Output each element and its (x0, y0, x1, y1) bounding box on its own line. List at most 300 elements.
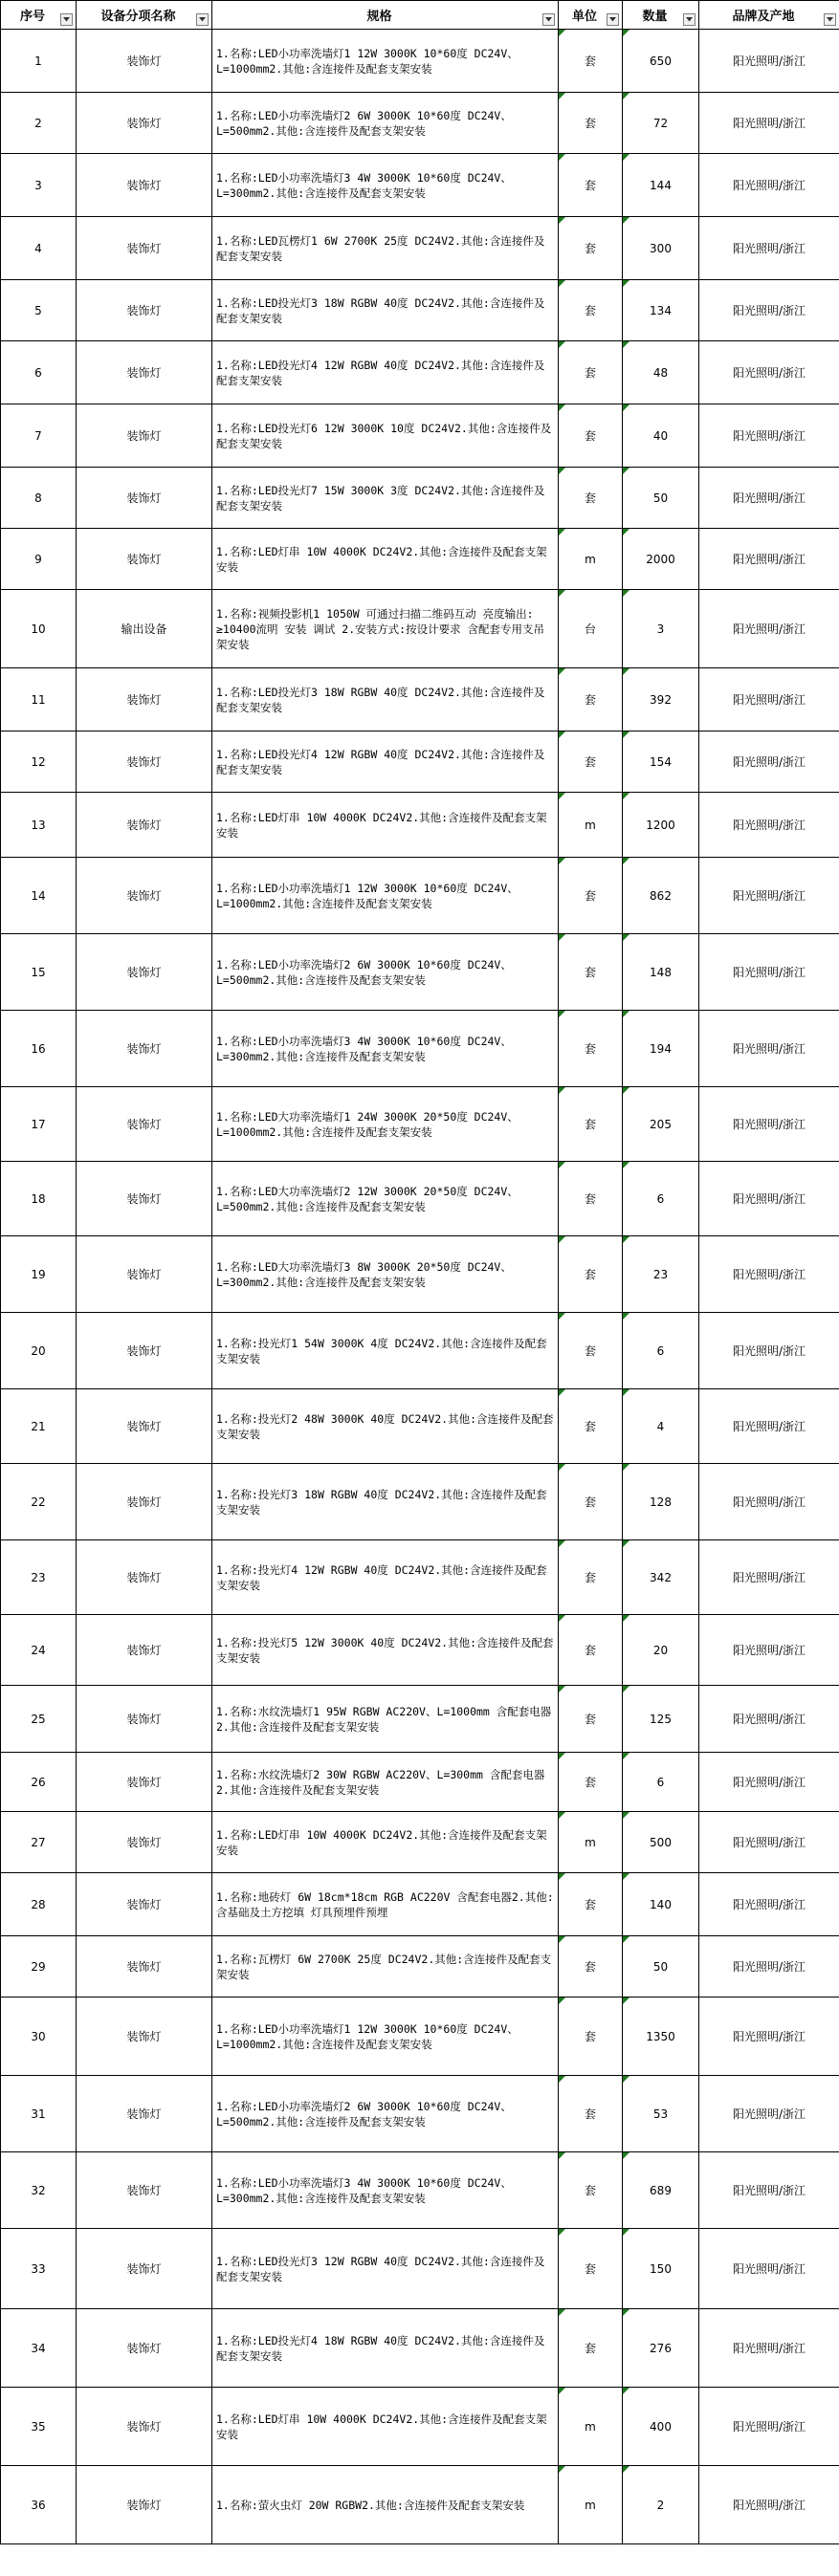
cell-seq[interactable]: 5 (1, 280, 77, 341)
cell-seq[interactable]: 35 (1, 2388, 77, 2466)
table-row (1, 1686, 839, 1753)
cell-name[interactable]: 装饰灯 (77, 1087, 212, 1162)
error-indicator-icon (623, 2466, 629, 2473)
cell-name[interactable]: 装饰灯 (77, 731, 212, 793)
filter-dropdown-icon[interactable] (60, 13, 73, 26)
cell-name[interactable]: 装饰灯 (77, 1313, 212, 1389)
cell-brand[interactable]: 阳光照明/浙江 (699, 1389, 839, 1464)
cell-unit[interactable]: 套 (559, 341, 623, 404)
cell-seq[interactable]: 19 (1, 1236, 77, 1313)
cell-spec[interactable]: 1.名称:LED大功率洗墙灯3 8W 3000K 20*50度 DC24V、L=300mm2.其他:含连接件及配套支架安装 (212, 1236, 559, 1313)
error-indicator-icon (559, 341, 565, 348)
header-seq (1, 1, 77, 30)
cell-qty[interactable]: 72 (623, 93, 699, 154)
cell-seq[interactable]: 29 (1, 1936, 77, 1997)
table-row (1, 468, 839, 529)
cell-name[interactable]: 装饰灯 (77, 280, 212, 341)
cell-qty[interactable]: 194 (623, 1011, 699, 1087)
cell-name[interactable]: 装饰灯 (77, 2076, 212, 2152)
cell-brand[interactable]: 阳光照明/浙江 (699, 529, 839, 590)
cell-seq[interactable]: 31 (1, 2076, 77, 2152)
cell-qty[interactable]: 862 (623, 858, 699, 934)
cell-name[interactable]: 装饰灯 (77, 1540, 212, 1615)
cell-seq[interactable]: 8 (1, 468, 77, 529)
cell-spec[interactable]: 1.名称:LED小功率洗墙灯1 12W 3000K 10*60度 DC24V、L=1000mm2.其他:含连接件及配套支架安装 (212, 858, 559, 934)
cell-name[interactable]: 装饰灯 (77, 1389, 212, 1464)
error-indicator-icon (623, 280, 629, 287)
cell-brand[interactable]: 阳光照明/浙江 (699, 341, 839, 404)
cell-seq[interactable]: 16 (1, 1011, 77, 1087)
cell-unit[interactable]: 套 (559, 30, 623, 93)
cell-seq[interactable]: 2 (1, 93, 77, 154)
cell-spec[interactable]: 1.名称:水纹洗墙灯1 95W RGBW AC220V、L=1000mm 含配套电器2.其他:含连接件及配套支架安装 (212, 1686, 559, 1753)
cell-qty[interactable]: 2000 (623, 529, 699, 590)
cell-spec[interactable]: 1.名称:LED小功率洗墙灯3 4W 3000K 10*60度 DC24V、L=300mm2.其他:含连接件及配套支架安装 (212, 1011, 559, 1087)
table-row (1, 668, 839, 731)
cell-unit[interactable]: 套 (559, 1011, 623, 1087)
cell-qty[interactable]: 6 (623, 1753, 699, 1812)
cell-seq[interactable]: 33 (1, 2229, 77, 2309)
cell-spec[interactable]: 1.名称:视频投影机1 1050W 可通过扫描二维码互动 亮度输出: ≥10400流明 安装 调试 2.安装方式:按设计要求 含配套专用支吊架安装 (212, 590, 559, 668)
cell-qty[interactable]: 154 (623, 731, 699, 793)
cell-name[interactable]: 输出设备 (77, 590, 212, 668)
table-row (1, 858, 839, 934)
cell-qty[interactable]: 1200 (623, 793, 699, 858)
cell-seq[interactable]: 7 (1, 404, 77, 468)
cell-unit[interactable]: 套 (559, 1686, 623, 1753)
cell-name[interactable]: 装饰灯 (77, 404, 212, 468)
cell-spec[interactable]: 1.名称:投光灯2 48W 3000K 40度 DC24V2.其他:含连接件及配套支架安装 (212, 1389, 559, 1464)
cell-qty[interactable]: 134 (623, 280, 699, 341)
error-indicator-icon (559, 1540, 565, 1547)
cell-seq[interactable]: 23 (1, 1540, 77, 1615)
error-indicator-icon (559, 217, 565, 224)
cell-unit[interactable]: 套 (559, 1087, 623, 1162)
cell-name[interactable]: 装饰灯 (77, 793, 212, 858)
cell-spec[interactable]: 1.名称:萤火虫灯 20W RGBW2.其他:含连接件及配套支架安装 (212, 2466, 559, 2544)
error-indicator-icon (623, 793, 629, 799)
cell-seq[interactable]: 36 (1, 2466, 77, 2544)
cell-qty[interactable]: 300 (623, 217, 699, 280)
cell-unit[interactable]: 套 (559, 404, 623, 468)
cell-spec[interactable]: 1.名称:LED小功率洗墙灯2 6W 3000K 10*60度 DC24V、L=500mm2.其他:含连接件及配套支架安装 (212, 93, 559, 154)
cell-qty[interactable]: 342 (623, 1540, 699, 1615)
cell-brand[interactable]: 阳光照明/浙江 (699, 1753, 839, 1812)
error-indicator-icon (623, 1313, 629, 1320)
cell-qty[interactable]: 148 (623, 934, 699, 1011)
cell-unit[interactable]: 套 (559, 668, 623, 731)
error-indicator-icon (623, 1162, 629, 1168)
cell-unit[interactable]: m (559, 529, 623, 590)
cell-name[interactable]: 装饰灯 (77, 1753, 212, 1812)
cell-name[interactable]: 装饰灯 (77, 1615, 212, 1686)
cell-brand[interactable]: 阳光照明/浙江 (699, 30, 839, 93)
error-indicator-icon (623, 2152, 629, 2159)
cell-brand[interactable]: 阳光照明/浙江 (699, 1162, 839, 1236)
error-indicator-icon (623, 93, 629, 99)
cell-name[interactable]: 装饰灯 (77, 1162, 212, 1236)
error-indicator-icon (559, 93, 565, 99)
error-indicator-icon (623, 1686, 629, 1692)
cell-seq[interactable]: 1 (1, 30, 77, 93)
table-row (1, 2309, 839, 2388)
error-indicator-icon (559, 858, 565, 864)
cell-qty[interactable]: 6 (623, 1162, 699, 1236)
error-indicator-icon (623, 1753, 629, 1759)
cell-unit[interactable]: 套 (559, 1464, 623, 1540)
cell-name[interactable]: 装饰灯 (77, 2466, 212, 2544)
cell-unit[interactable]: 套 (559, 1313, 623, 1389)
cell-qty[interactable]: 205 (623, 1087, 699, 1162)
cell-unit[interactable]: 套 (559, 2309, 623, 2388)
cell-unit[interactable]: 套 (559, 93, 623, 154)
error-indicator-icon (559, 2309, 565, 2316)
cell-unit[interactable]: 套 (559, 858, 623, 934)
cell-seq[interactable]: 11 (1, 668, 77, 731)
cell-qty[interactable]: 3 (623, 590, 699, 668)
cell-spec[interactable]: 1.名称:投光灯3 18W RGBW 40度 DC24V2.其他:含连接件及配套支架安装 (212, 1464, 559, 1540)
cell-spec[interactable]: 1.名称:LED投光灯3 18W RGBW 40度 DC24V2.其他:含连接件及配套支架安装 (212, 668, 559, 731)
table-row (1, 590, 839, 668)
header-name-label: 设备分项名称 (100, 10, 176, 24)
cell-spec[interactable]: 1.名称:LED灯串 10W 4000K DC24V2.其他:含连接件及配套支架安装 (212, 793, 559, 858)
cell-brand[interactable]: 阳光照明/浙江 (699, 2229, 839, 2309)
cell-name[interactable]: 装饰灯 (77, 1812, 212, 1873)
cell-qty[interactable]: 150 (623, 2229, 699, 2309)
cell-name[interactable]: 装饰灯 (77, 1997, 212, 2076)
cell-unit[interactable]: 套 (559, 2076, 623, 2152)
filter-dropdown-icon[interactable] (683, 13, 695, 26)
cell-unit[interactable]: 套 (559, 217, 623, 280)
cell-name[interactable]: 装饰灯 (77, 1686, 212, 1753)
cell-brand[interactable]: 阳光照明/浙江 (699, 404, 839, 468)
cell-seq[interactable]: 15 (1, 934, 77, 1011)
cell-qty[interactable]: 276 (623, 2309, 699, 2388)
cell-seq[interactable]: 27 (1, 1812, 77, 1873)
cell-unit[interactable]: 套 (559, 1936, 623, 1997)
cell-seq[interactable]: 21 (1, 1389, 77, 1464)
cell-brand[interactable]: 阳光照明/浙江 (699, 668, 839, 731)
error-indicator-icon (559, 934, 565, 941)
cell-name[interactable]: 装饰灯 (77, 1464, 212, 1540)
cell-brand[interactable]: 阳光照明/浙江 (699, 1011, 839, 1087)
header-unit-label: 单位 (571, 10, 597, 24)
cell-unit[interactable]: 套 (559, 2229, 623, 2309)
cell-qty[interactable]: 48 (623, 341, 699, 404)
cell-brand[interactable]: 阳光照明/浙江 (699, 2466, 839, 2544)
cell-qty[interactable]: 53 (623, 2076, 699, 2152)
cell-name[interactable]: 装饰灯 (77, 858, 212, 934)
table-row (1, 1236, 839, 1313)
cell-seq[interactable]: 12 (1, 731, 77, 793)
error-indicator-icon (623, 1464, 629, 1471)
cell-unit[interactable]: 套 (559, 1873, 623, 1936)
cell-unit[interactable]: 套 (559, 731, 623, 793)
cell-qty[interactable]: 20 (623, 1615, 699, 1686)
filter-dropdown-icon[interactable] (196, 13, 209, 26)
error-indicator-icon (559, 1936, 565, 1943)
error-indicator-icon (559, 1313, 565, 1320)
error-indicator-icon (623, 858, 629, 864)
cell-name[interactable]: 装饰灯 (77, 934, 212, 1011)
cell-brand[interactable]: 阳光照明/浙江 (699, 217, 839, 280)
error-indicator-icon (623, 1011, 629, 1017)
cell-brand[interactable]: 阳光照明/浙江 (699, 1812, 839, 1873)
cell-qty[interactable]: 400 (623, 2388, 699, 2466)
cell-name[interactable]: 装饰灯 (77, 341, 212, 404)
cell-seq[interactable]: 32 (1, 2152, 77, 2229)
cell-unit[interactable]: 套 (559, 468, 623, 529)
cell-seq[interactable]: 34 (1, 2309, 77, 2388)
cell-brand[interactable]: 阳光照明/浙江 (699, 793, 839, 858)
cell-unit[interactable]: 套 (559, 1236, 623, 1313)
cell-spec[interactable]: 1.名称:瓦楞灯 6W 2700K 25度 DC24V2.其他:含连接件及配套支架安装 (212, 1936, 559, 1997)
cell-unit[interactable]: m (559, 793, 623, 858)
table-row (1, 341, 839, 404)
table-row (1, 2152, 839, 2229)
cell-spec[interactable]: 1.名称:投光灯1 54W 3000K 4度 DC24V2.其他:含连接件及配套支架安装 (212, 1313, 559, 1389)
cell-seq[interactable]: 26 (1, 1753, 77, 1812)
cell-seq[interactable]: 24 (1, 1615, 77, 1686)
error-indicator-icon (559, 2388, 565, 2394)
cell-qty[interactable]: 2 (623, 2466, 699, 2544)
cell-qty[interactable]: 392 (623, 668, 699, 731)
table-row (1, 1812, 839, 1873)
cell-brand[interactable]: 阳光照明/浙江 (699, 934, 839, 1011)
cell-spec[interactable]: 1.名称:LED投光灯4 18W RGBW 40度 DC24V2.其他:含连接件及配套支架安装 (212, 2309, 559, 2388)
cell-spec[interactable]: 1.名称:LED大功率洗墙灯1 24W 3000K 20*50度 DC24V、L=1000mm2.其他:含连接件及配套支架安装 (212, 1087, 559, 1162)
cell-qty[interactable]: 144 (623, 154, 699, 217)
cell-brand[interactable]: 阳光照明/浙江 (699, 2152, 839, 2229)
cell-spec[interactable]: 1.名称:投光灯4 12W RGBW 40度 DC24V2.其他:含连接件及配套支架安装 (212, 1540, 559, 1615)
cell-name[interactable]: 装饰灯 (77, 1873, 212, 1936)
cell-seq[interactable]: 17 (1, 1087, 77, 1162)
filter-dropdown-icon[interactable] (542, 13, 555, 26)
table-row (1, 2229, 839, 2309)
cell-qty[interactable]: 500 (623, 1812, 699, 1873)
table-row (1, 793, 839, 858)
cell-qty[interactable]: 50 (623, 1936, 699, 1997)
table-row (1, 30, 839, 93)
cell-name[interactable]: 装饰灯 (77, 1236, 212, 1313)
cell-spec[interactable]: 1.名称:LED投光灯3 18W RGBW 40度 DC24V2.其他:含连接件及配套支架安装 (212, 280, 559, 341)
cell-unit[interactable]: 套 (559, 934, 623, 1011)
cell-unit[interactable]: 套 (559, 1997, 623, 2076)
cell-spec[interactable]: 1.名称:LED小功率洗墙灯2 6W 3000K 10*60度 DC24V、L=500mm2.其他:含连接件及配套支架安装 (212, 934, 559, 1011)
cell-seq[interactable]: 13 (1, 793, 77, 858)
cell-spec[interactable]: 1.名称:LED小功率洗墙灯3 4W 3000K 10*60度 DC24V、L=300mm2.其他:含连接件及配套支架安装 (212, 154, 559, 217)
header-spec (212, 1, 559, 30)
cell-spec[interactable]: 1.名称:LED瓦楞灯1 6W 2700K 25度 DC24V2.其他:含连接件及配套支架安装 (212, 217, 559, 280)
table-row (1, 1162, 839, 1236)
header-name (77, 1, 212, 30)
cell-brand[interactable]: 阳光照明/浙江 (699, 2388, 839, 2466)
cell-brand[interactable]: 阳光照明/浙江 (699, 1087, 839, 1162)
cell-unit[interactable]: m (559, 2466, 623, 2544)
header-brand-label: 品牌及产地 (732, 10, 795, 24)
cell-unit[interactable]: m (559, 2388, 623, 2466)
table-row (1, 1011, 839, 1087)
error-indicator-icon (623, 2388, 629, 2394)
cell-unit[interactable]: 套 (559, 1615, 623, 1686)
error-indicator-icon (559, 154, 565, 161)
error-indicator-icon (559, 2466, 565, 2473)
cell-unit[interactable]: 套 (559, 1162, 623, 1236)
cell-spec[interactable]: 1.名称:投光灯5 12W 3000K 40度 DC24V2.其他:含连接件及配套支架安装 (212, 1615, 559, 1686)
cell-seq[interactable]: 14 (1, 858, 77, 934)
error-indicator-icon (623, 731, 629, 738)
cell-name[interactable]: 装饰灯 (77, 30, 212, 93)
error-indicator-icon (559, 1162, 565, 1168)
table-row (1, 1936, 839, 1997)
filter-dropdown-icon[interactable] (824, 13, 836, 26)
error-indicator-icon (559, 1812, 565, 1819)
cell-brand[interactable]: 阳光照明/浙江 (699, 468, 839, 529)
cell-qty[interactable]: 4 (623, 1389, 699, 1464)
error-indicator-icon (559, 668, 565, 675)
error-indicator-icon (559, 1997, 565, 2004)
cell-seq[interactable]: 6 (1, 341, 77, 404)
cell-name[interactable]: 装饰灯 (77, 2229, 212, 2309)
cell-spec[interactable]: 1.名称:LED小功率洗墙灯2 6W 3000K 10*60度 DC24V、L=500mm2.其他:含连接件及配套支架安装 (212, 2076, 559, 2152)
cell-qty[interactable]: 125 (623, 1686, 699, 1753)
cell-qty[interactable]: 1350 (623, 1997, 699, 2076)
cell-qty[interactable]: 23 (623, 1236, 699, 1313)
error-indicator-icon (559, 1464, 565, 1471)
cell-brand[interactable]: 阳光照明/浙江 (699, 590, 839, 668)
cell-seq[interactable]: 18 (1, 1162, 77, 1236)
cell-brand[interactable]: 阳光照明/浙江 (699, 2309, 839, 2388)
table-row (1, 934, 839, 1011)
cell-seq[interactable]: 10 (1, 590, 77, 668)
cell-qty[interactable]: 40 (623, 404, 699, 468)
cell-name[interactable]: 装饰灯 (77, 2388, 212, 2466)
cell-unit[interactable]: 套 (559, 1753, 623, 1812)
table-row (1, 2466, 839, 2544)
table-row (1, 1997, 839, 2076)
table-row (1, 154, 839, 217)
cell-spec[interactable]: 1.名称:LED灯串 10W 4000K DC24V2.其他:含连接件及配套支架安装 (212, 1812, 559, 1873)
cell-brand[interactable]: 阳光照明/浙江 (699, 1873, 839, 1936)
cell-name[interactable]: 装饰灯 (77, 2152, 212, 2229)
cell-spec[interactable]: 1.名称:LED投光灯6 12W 3000K 10度 DC24V2.其他:含连接件及配套支架安装 (212, 404, 559, 468)
cell-unit[interactable]: 套 (559, 154, 623, 217)
cell-unit[interactable]: 台 (559, 590, 623, 668)
cell-qty[interactable]: 140 (623, 1873, 699, 1936)
cell-unit[interactable]: 套 (559, 1389, 623, 1464)
cell-seq[interactable]: 28 (1, 1873, 77, 1936)
cell-name[interactable]: 装饰灯 (77, 1936, 212, 1997)
table-row (1, 404, 839, 468)
error-indicator-icon (559, 2229, 565, 2236)
cell-name[interactable]: 装饰灯 (77, 217, 212, 280)
cell-seq[interactable]: 22 (1, 1464, 77, 1540)
cell-brand[interactable]: 阳光照明/浙江 (699, 93, 839, 154)
cell-spec[interactable]: 1.名称:LED小功率洗墙灯1 12W 3000K 10*60度 DC24V、L=1000mm2.其他:含连接件及配套支架安装 (212, 30, 559, 93)
error-indicator-icon (623, 934, 629, 941)
table-row (1, 731, 839, 793)
table-body (1, 30, 839, 2544)
cell-spec[interactable]: 1.名称:LED小功率洗墙灯1 12W 3000K 10*60度 DC24V、L=1000mm2.其他:含连接件及配套支架安装 (212, 1997, 559, 2076)
table-row (1, 1087, 839, 1162)
error-indicator-icon (559, 404, 565, 411)
cell-brand[interactable]: 阳光照明/浙江 (699, 154, 839, 217)
cell-brand[interactable]: 阳光照明/浙江 (699, 280, 839, 341)
cell-brand[interactable]: 阳光照明/浙江 (699, 1236, 839, 1313)
cell-unit[interactable]: 套 (559, 2152, 623, 2229)
cell-spec[interactable]: 1.名称:LED投光灯3 12W RGBW 40度 DC24V2.其他:含连接件及配套支架安装 (212, 2229, 559, 2309)
cell-seq[interactable]: 20 (1, 1313, 77, 1389)
header-row (1, 1, 839, 30)
header-spec-label: 规格 (366, 10, 392, 24)
cell-spec[interactable]: 1.名称:LED投光灯4 12W RGBW 40度 DC24V2.其他:含连接件及配套支架安装 (212, 731, 559, 793)
cell-qty[interactable]: 6 (623, 1313, 699, 1389)
cell-brand[interactable]: 阳光照明/浙江 (699, 858, 839, 934)
cell-seq[interactable]: 30 (1, 1997, 77, 2076)
cell-brand[interactable]: 阳光照明/浙江 (699, 1313, 839, 1389)
cell-name[interactable]: 装饰灯 (77, 2309, 212, 2388)
table-row (1, 1313, 839, 1389)
cell-brand[interactable]: 阳光照明/浙江 (699, 1936, 839, 1997)
cell-seq[interactable]: 9 (1, 529, 77, 590)
cell-qty[interactable]: 128 (623, 1464, 699, 1540)
cell-brand[interactable]: 阳光照明/浙江 (699, 1540, 839, 1615)
cell-brand[interactable]: 阳光照明/浙江 (699, 1686, 839, 1753)
filter-dropdown-icon[interactable] (607, 13, 619, 26)
cell-brand[interactable]: 阳光照明/浙江 (699, 2076, 839, 2152)
cell-unit[interactable]: 套 (559, 280, 623, 341)
cell-spec[interactable]: 1.名称:LED小功率洗墙灯3 4W 3000K 10*60度 DC24V、L=300mm2.其他:含连接件及配套支架安装 (212, 2152, 559, 2229)
cell-spec[interactable]: 1.名称:地砖灯 6W 18cm*18cm RGB AC220V 含配套电器2.其他:含基础及土方挖填 灯具预埋件预埋 (212, 1873, 559, 1936)
cell-spec[interactable]: 1.名称:LED大功率洗墙灯2 12W 3000K 20*50度 DC24V、L=500mm2.其他:含连接件及配套支架安装 (212, 1162, 559, 1236)
cell-qty[interactable]: 650 (623, 30, 699, 93)
cell-brand[interactable]: 阳光照明/浙江 (699, 1615, 839, 1686)
cell-name[interactable]: 装饰灯 (77, 529, 212, 590)
cell-qty[interactable]: 50 (623, 468, 699, 529)
table-row (1, 1389, 839, 1464)
cell-name[interactable]: 装饰灯 (77, 93, 212, 154)
error-indicator-icon (623, 1997, 629, 2004)
cell-name[interactable]: 装饰灯 (77, 668, 212, 731)
cell-name[interactable]: 装饰灯 (77, 468, 212, 529)
cell-seq[interactable]: 4 (1, 217, 77, 280)
error-indicator-icon (559, 529, 565, 535)
cell-seq[interactable]: 3 (1, 154, 77, 217)
table-row (1, 93, 839, 154)
cell-seq[interactable]: 25 (1, 1686, 77, 1753)
cell-brand[interactable]: 阳光照明/浙江 (699, 1997, 839, 2076)
cell-spec[interactable]: 1.名称:水纹洗墙灯2 30W RGBW AC220V、L=300mm 含配套电器2.其他:含连接件及配套支架安装 (212, 1753, 559, 1812)
table-row (1, 1615, 839, 1686)
cell-spec[interactable]: 1.名称:LED投光灯7 15W 3000K 3度 DC24V2.其他:含连接件及配套支架安装 (212, 468, 559, 529)
error-indicator-icon (559, 2152, 565, 2159)
table-row (1, 1540, 839, 1615)
cell-spec[interactable]: 1.名称:LED灯串 10W 4000K DC24V2.其他:含连接件及配套支架安装 (212, 2388, 559, 2466)
error-indicator-icon (559, 468, 565, 474)
error-indicator-icon (559, 590, 565, 597)
cell-brand[interactable]: 阳光照明/浙江 (699, 731, 839, 793)
cell-brand[interactable]: 阳光照明/浙江 (699, 1464, 839, 1540)
cell-unit[interactable]: m (559, 1812, 623, 1873)
cell-name[interactable]: 装饰灯 (77, 1011, 212, 1087)
cell-unit[interactable]: 套 (559, 1540, 623, 1615)
cell-spec[interactable]: 1.名称:LED灯串 10W 4000K DC24V2.其他:含连接件及配套支架安装 (212, 529, 559, 590)
error-indicator-icon (623, 154, 629, 161)
cell-qty[interactable]: 689 (623, 2152, 699, 2229)
error-indicator-icon (623, 1087, 629, 1094)
cell-spec[interactable]: 1.名称:LED投光灯4 12W RGBW 40度 DC24V2.其他:含连接件及配套支架安装 (212, 341, 559, 404)
cell-name[interactable]: 装饰灯 (77, 154, 212, 217)
